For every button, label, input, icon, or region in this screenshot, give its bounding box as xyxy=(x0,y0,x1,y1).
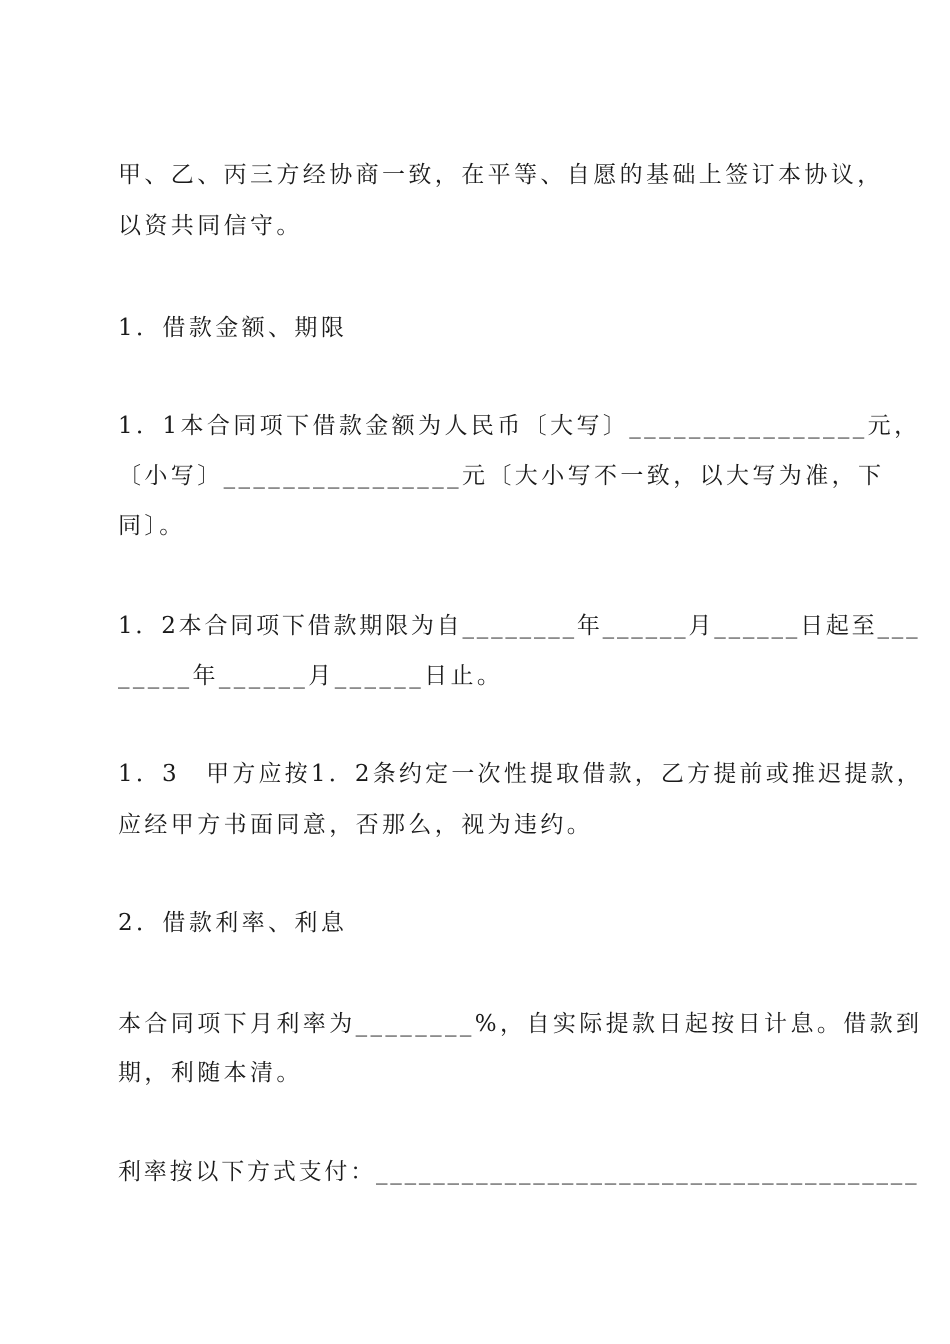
clause-1-2-line-1: 1．2本合同项下借款期限为自________年______月______日起至___ xyxy=(118,613,921,639)
section-2-heading: 2．借款利率、利息 xyxy=(118,910,348,936)
clause-1-3-line-2: 应经甲方书面同意，否那么，视为违约。 xyxy=(118,812,594,838)
clause-1-1-line-3: 同〕。 xyxy=(118,513,186,539)
intro-line-1: 甲、乙、丙三方经协商一致，在平等、自愿的基础上签订本协议， xyxy=(118,162,884,188)
rate-line-2: 期，利随本清。 xyxy=(118,1060,303,1086)
rate-line-1: 本合同项下月利率为________%，自实际提款日起按日计息。借款到 xyxy=(118,1011,923,1037)
section-1-heading: 1．借款金额、期限 xyxy=(118,315,348,341)
payment-method-line: 利率按以下方式支付：______________________________________ xyxy=(118,1159,920,1185)
clause-1-1-line-1: 1．1本合同项下借款金额为人民币〔大写〕________________元， xyxy=(118,413,921,439)
clause-1-2-line-2: _____年______月______日止。 xyxy=(118,663,504,689)
intro-line-2: 以资共同信守。 xyxy=(118,213,303,239)
clause-1-1-line-2: 〔小写〕________________元〔大小写不一致，以大写为准，下 xyxy=(118,463,885,489)
clause-1-3-line-1: 1．3 甲方应按1．2条约定一次性提取借款，乙方提前或推迟提款， xyxy=(118,761,923,787)
